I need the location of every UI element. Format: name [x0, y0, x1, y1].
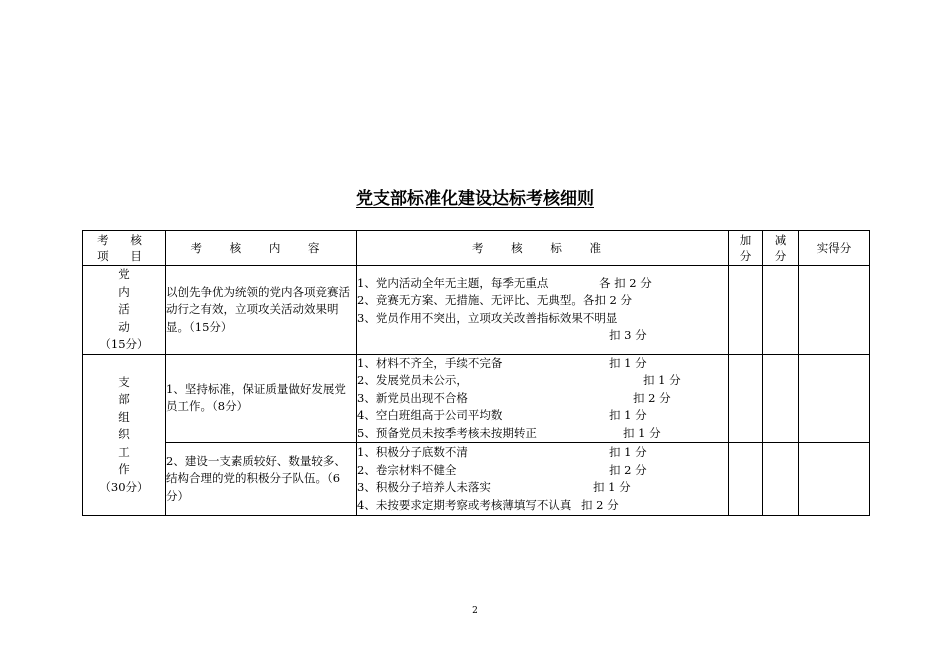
criteria-line: 2、卷宗材料不健全 扣 2 分	[357, 462, 728, 480]
criteria-line: 4、空白班组高于公司平均数 扣 1 分	[357, 407, 728, 425]
criteria-line: 3、积极分子培养人未落实 扣 1 分	[357, 479, 728, 497]
criteria-line: 5、预备党员未按季考核未按期转正 扣 1 分	[357, 425, 728, 443]
deduction-points: 扣 2 分	[633, 390, 671, 405]
actual-score-cell[interactable]	[799, 266, 870, 355]
category-branch-organization: 支 部 组 织 工 作 （30分）	[83, 354, 166, 516]
table-header-row	[83, 231, 870, 266]
criteria-line: 1、材料不齐全，手续不完备 扣 1 分	[357, 355, 728, 373]
criteria-line: 3、新党员出现不合格 扣 2 分	[357, 390, 728, 408]
deduct-points-cell[interactable]	[763, 266, 799, 355]
assessment-content: 1、坚持标准，保证质量做好发展党员工作。（8分）	[166, 354, 357, 443]
add-points-cell[interactable]	[729, 354, 763, 443]
deduct-points-cell[interactable]	[763, 443, 799, 516]
table-row	[83, 354, 870, 443]
assessment-content: 2、建设一支素质较好、数量较多、结构合理的党的积极分子队伍。（6分）	[166, 443, 357, 516]
assessment-criteria	[357, 443, 729, 516]
table-row	[83, 443, 870, 516]
add-points-cell[interactable]	[729, 443, 763, 516]
deduction-points: 扣 3 分	[609, 328, 647, 343]
assessment-criteria	[357, 266, 729, 355]
criteria-line: 2、发展党员未公示， 扣 1 分	[357, 372, 728, 390]
deduction-points: 扣 2 分	[580, 497, 619, 512]
criteria-line: 2、竞赛无方案、无措施、无评比、无典型。各扣 2 分	[357, 293, 632, 308]
deduction-points: 扣 1 分	[593, 480, 631, 494]
deduction-points: 扣 1 分	[623, 425, 661, 440]
criteria-line: 3、党员作用不突出，立项攻关改善指标效果不明显	[357, 310, 618, 325]
deduction-points: 扣 1 分	[609, 355, 647, 370]
actual-score-cell[interactable]	[799, 354, 870, 443]
header-deduct-points: 减 分	[763, 231, 799, 266]
assessment-table	[82, 230, 870, 516]
category-party-activities: 党 内 活 动 （15分）	[83, 266, 166, 355]
actual-score-cell[interactable]	[799, 443, 870, 516]
deduction-points: 各 扣 2 分	[599, 275, 652, 290]
header-item: 考 核 项 目	[83, 231, 166, 266]
header-content: 考 核 内 容	[166, 231, 357, 266]
deduct-points-cell[interactable]	[763, 354, 799, 443]
header-actual-score: 实得分	[799, 231, 870, 266]
page-number: 2	[472, 606, 478, 616]
deduction-points: 扣 1 分	[609, 445, 647, 459]
document-title: 党支部标准化建设达标考核细则	[356, 189, 594, 209]
deduction-points: 扣 2 分	[609, 462, 647, 477]
criteria-line: 1、积极分子底数不清 扣 1 分	[357, 444, 728, 462]
criteria-line: 4、未按要求定期考察或考核薄填写不认真 扣 2 分	[357, 497, 619, 512]
assessment-criteria	[357, 354, 729, 443]
deduction-points: 扣 1 分	[609, 408, 647, 422]
table-row	[83, 266, 870, 355]
header-criteria: 考 核 标 准	[357, 231, 729, 266]
header-add-points: 加 分	[729, 231, 763, 266]
assessment-content: 以创先争优为统领的党内各项竞赛活动行之有效，立项攻关活动效果明显。（15分）	[166, 266, 357, 355]
criteria-line: 1、党内活动全年无主题，每季无重点 各 扣 2 分	[357, 275, 728, 293]
criteria-line	[357, 327, 728, 345]
add-points-cell[interactable]	[729, 266, 763, 355]
deduction-points: 扣 1 分	[643, 373, 681, 387]
